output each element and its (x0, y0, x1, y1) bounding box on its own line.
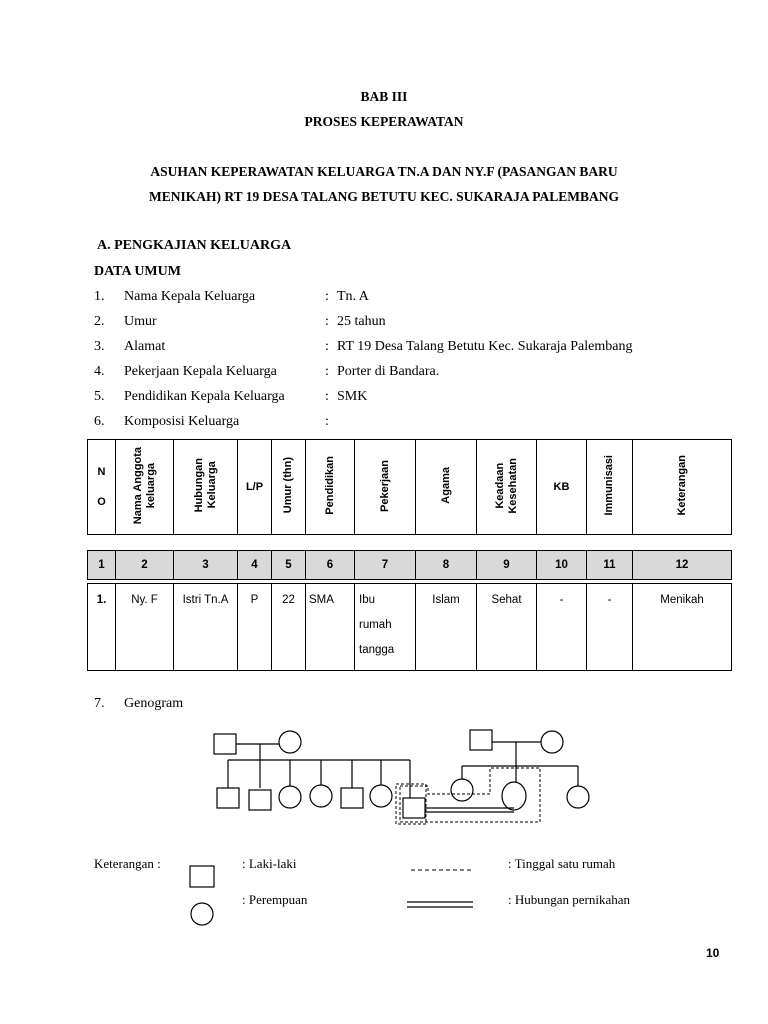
header-keadaan: Keadaan Kesehatan (477, 440, 537, 535)
header-keterangan: Keterangan (633, 440, 732, 535)
col-number: 8 (416, 551, 477, 580)
subtitle-line-2: MENIKAH) RT 19 DESA TALANG BETUTU KEC. SUKARAJA PALEMBANG (149, 189, 619, 204)
child-female-symbol (279, 786, 301, 808)
sibling-female-symbol (567, 786, 589, 808)
legend-title: Keterangan : (94, 856, 161, 871)
table-row (88, 584, 732, 671)
header-pendidikan: Pendidikan (306, 440, 355, 535)
grandmother-left-female-symbol (279, 731, 301, 753)
child-male-symbol (217, 788, 239, 808)
cell-no: 1. (96, 594, 107, 606)
child-female-symbol (310, 785, 332, 807)
wife-female-symbol (502, 782, 526, 810)
col-number: 5 (272, 551, 306, 580)
page-number: 10 (706, 946, 720, 960)
header-nama: Nama Anggota keluarga (116, 440, 174, 535)
grandmother-right-female-symbol (541, 731, 563, 753)
genogram-label: Genogram (124, 696, 184, 711)
col-number: 11 (587, 551, 633, 580)
header-imunisasi: Immunisasi (587, 440, 633, 535)
child-male-symbol (249, 790, 271, 810)
header-lp: L/P (238, 440, 272, 535)
chapter-title: BAB III (360, 89, 408, 104)
header-no: N O (88, 440, 116, 535)
cell-imunisasi: - (607, 594, 612, 606)
cell-nama: Ny. F (131, 594, 158, 606)
header-umur: Umur (thn) (272, 440, 306, 535)
female-circle-icon (191, 903, 213, 925)
cell-keterangan: Menikah (660, 594, 704, 606)
legend-house-label: : Tinggal satu rumah (508, 856, 616, 871)
composition-header-table (87, 439, 732, 535)
cell-pekerjaan: Ibu rumah tangga (359, 594, 395, 656)
legend-symbols (188, 864, 218, 930)
col-number: 9 (477, 551, 537, 580)
genogram-number: 7. (94, 696, 105, 711)
header-agama: Agama (416, 440, 477, 535)
header-pekerjaan: Pekerjaan (355, 440, 416, 535)
header-kb: KB (537, 440, 587, 535)
child-male-symbol (341, 788, 363, 808)
col-number: 6 (306, 551, 355, 580)
grandfather-right-male-symbol (470, 730, 492, 750)
head-of-family-male-symbol (403, 798, 425, 818)
col-number: 4 (238, 551, 272, 580)
legend-male-label: : Laki-laki (242, 856, 297, 871)
male-square-icon (190, 866, 214, 887)
cell-keadaan: Sehat (491, 594, 522, 606)
col-number: 12 (633, 551, 732, 580)
cell-pendidikan: SMA (309, 594, 334, 606)
cell-hubungan: Istri Tn.A (182, 594, 229, 606)
col-number: 2 (116, 551, 174, 580)
col-number: 7 (355, 551, 416, 580)
cell-lp: P (250, 594, 259, 606)
grandfather-left-male-symbol (214, 734, 236, 754)
sibling-female-symbol (451, 779, 473, 801)
subtitle-line-1: ASUHAN KEPERAWATAN KELUARGA TN.A DAN NY.F (PASANGAN BARU (150, 164, 618, 179)
page-title: PROSES KEPERAWATAN (304, 114, 464, 129)
composition-number-table (87, 550, 732, 580)
col-number: 1 (88, 551, 116, 580)
header-hubungan: Hubungan Keluarga (174, 440, 238, 535)
legend-marriage-label: : Hubungan pernikahan (508, 892, 631, 907)
genogram-diagram (190, 722, 610, 832)
cell-kb: - (559, 594, 564, 606)
cell-agama: Islam (432, 594, 460, 606)
legend-lines (405, 866, 477, 914)
section-heading: A. PENGKAJIAN KELUARGA (97, 238, 292, 253)
col-number: 3 (174, 551, 238, 580)
composition-data-table (87, 583, 732, 671)
legend-female-label: : Perempuan (242, 892, 308, 907)
col-number: 10 (537, 551, 587, 580)
child-female-symbol (370, 785, 392, 807)
cell-umur: 22 (282, 594, 295, 606)
section-subheading: DATA UMUM (94, 264, 181, 279)
